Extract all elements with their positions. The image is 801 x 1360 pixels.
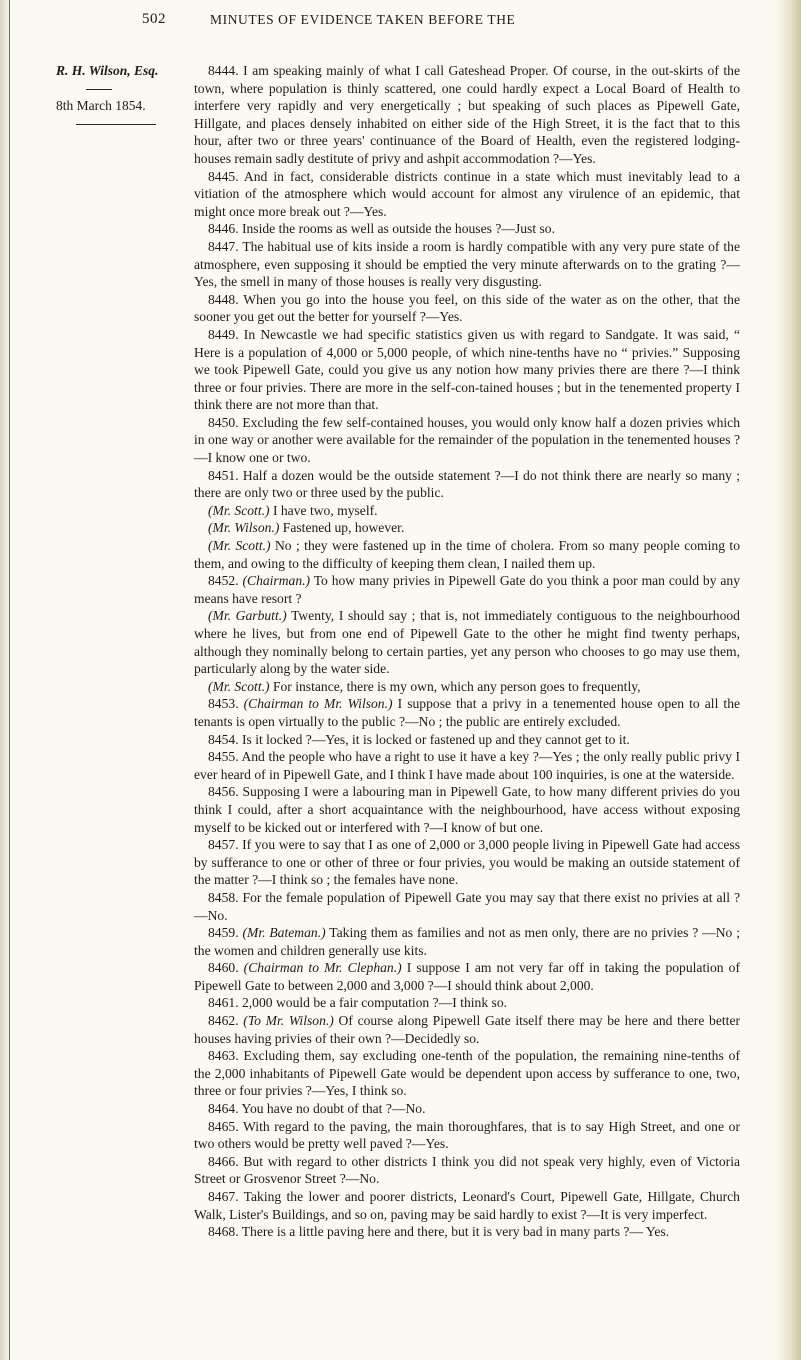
paragraph-text: Of course along Pipewell Gate itself there may be here and there better houses having privies of their own ?—Decidedly so.: [194, 1013, 741, 1046]
paragraph-text: Half a dozen would be the outside statement ?—I do not think there are nearly so many ; there are only two or three used by the public.: [194, 467, 740, 501]
question-number: 8449.: [208, 326, 244, 342]
witness-name: R. H. Wilson, Esq.: [56, 63, 159, 78]
hearing-date: 8th March 1854.: [56, 98, 146, 114]
sidenote: [56, 62, 176, 132]
speaker-label: (Mr. Wilson.): [208, 520, 280, 536]
testimony-paragraph: [194, 1012, 740, 1047]
testimony-paragraph: [194, 678, 740, 696]
testimony-paragraph: [194, 291, 740, 326]
paragraph-text: Inside the rooms as well as outside the houses ?—Just so.: [241, 221, 555, 237]
testimony-paragraph: [194, 502, 740, 520]
testimony-paragraph: [194, 924, 740, 959]
testimony-paragraph: [194, 220, 740, 238]
testimony-paragraph: [194, 1223, 740, 1241]
testimony-paragraph: [194, 959, 740, 994]
testimony-paragraph: [194, 607, 740, 677]
testimony-paragraph: [194, 62, 740, 168]
paragraph-text: If you were to say that I as one of 2,000 or 3,000 people living in Pipewell Gate had access by sufferance to one or other of three or four privies, you would be making an outside statement of the matter ?—I think so ; the females have none.: [194, 837, 740, 888]
testimony-paragraph: [194, 1188, 740, 1223]
testimony-paragraph: [194, 519, 740, 537]
question-number: 8455.: [208, 749, 242, 765]
testimony-paragraph: [194, 994, 740, 1012]
testimony-paragraph: [194, 238, 740, 291]
paragraph-text: For the female population of Pipewell Gate you may say that there exist no privies at all ?—No.: [194, 889, 741, 923]
speaker-label: (To Mr. Wilson.): [243, 1013, 334, 1029]
question-number: 8468.: [208, 1224, 242, 1240]
paragraph-text: I suppose that a privy in a tenemented house open to all the tenants is open virtually to the public ?—No ; the public are entirely excluded.: [194, 696, 741, 729]
date-rule: [56, 115, 176, 133]
speaker-label: (Chairman.): [242, 573, 311, 589]
paragraph-text: 2,000 would be a fair computation ?—I think so.: [241, 995, 508, 1011]
testimony-paragraph: [194, 467, 740, 502]
page-edge-shade: [775, 0, 801, 1360]
question-number: 8453.: [208, 696, 244, 712]
speaker-label: (Mr. Scott.): [208, 538, 271, 554]
paragraph-text: Taking the lower and poorer districts, Leonard's Court, Pipewell Gate, Hillgate, Church Walk, Lister's Buildings, and so on, paving may be said hardly to exist ?—It is very imperfect.: [194, 1189, 740, 1222]
question-number: 8450.: [208, 414, 243, 430]
question-number: 8461.: [208, 995, 242, 1011]
paragraph-text: Excluding them, say excluding one-tenth of the population, the remaining nine-tenths of the 2,000 inhabitants of Pipewell Gate would be dependent upon access by sufferance to one, two, three or four privies ?—Yes, I think so.: [194, 1048, 740, 1099]
paragraph-text: No ; they were fastened up in the time of cholera. From so many people coming to them, and owing to the difficulty of keeping them clean, I nailed them up.: [194, 538, 740, 571]
question-number: 8457.: [208, 837, 243, 853]
witness-rule: [56, 80, 176, 98]
speaker-label: (Chairman to Mr. Wilson.): [243, 696, 393, 712]
paragraph-text: Excluding the few self-contained houses, you would only know half a dozen privies which in one way or another were available for the remainder of the population in the tenemented houses ?—I know one or two.: [194, 414, 740, 466]
question-number: 8452.: [208, 573, 243, 589]
testimony-paragraph: [194, 326, 740, 414]
paragraph-text: And in fact, considerable districts continue in a state which must inevitably lead to a vitiation of the atmosphere which would account for almost any virulence of an epidemic, that might once more break out ?—Yes.: [194, 168, 741, 219]
page-header: [100, 11, 740, 31]
question-number: 8446.: [208, 221, 242, 237]
speaker-label: (Chairman to Mr. Clephan.): [243, 960, 402, 976]
paragraph-text: I suppose I am not very far off in taking the population of Pipewell Gate to between 2,000 and 3,000 ?—I should think about 2,000.: [194, 960, 741, 993]
testimony-paragraph: [194, 537, 740, 572]
paragraph-text: And the people who have a right to use it have a key ?—Yes ; the only really public privy I ever heard of in Pipewell Gate, and I think I have made about 100 inquiries, is one at the waterside.: [194, 749, 741, 782]
paragraph-text: Supposing I were a labouring man in Pipewell Gate, to how many different privies do you think I could, after a short acquaintance with the neighbourhood, have access without exposing myself to be kicked out or interfered with ?—I know of but one.: [194, 784, 740, 835]
speaker-label: (Mr. Scott.): [208, 678, 270, 694]
testimony-paragraph: [194, 1100, 740, 1118]
speaker-label: (Mr. Garbutt.): [208, 608, 287, 624]
testimony-paragraph: [194, 1118, 740, 1153]
question-number: 8448.: [208, 291, 244, 307]
speaker-label: (Mr. Scott.): [208, 502, 270, 518]
question-number: 8447.: [208, 238, 243, 254]
question-number: 8445.: [208, 168, 244, 184]
paragraph-text: Fastened up, however.: [282, 520, 405, 536]
paragraph-text: Twenty, I should say ; that is, not immediately contiguous to the neighbourhood where he lives, but from one end of Pipewell Gate to the other he might find twenty perhaps, although they nominally belong to certain parties, yet any person who chooses to go may use them, particularly along by the water side.: [194, 608, 740, 677]
testimony-paragraph: [194, 1153, 740, 1188]
paragraph-text: In Newcastle we had specific statistics given us with regard to Sandgate. It was said, “ Here is a population of 4,000 or 5,000 people, of which nine-tenths have no “ privies.” Supposing we took Pipewell Gate, could you give us any notion how many privies there are there ?—I think three or four privies. There are more in the self-con-tained houses ; but in the tenemented property I think there are not more than that.: [194, 326, 741, 413]
paragraph-text: Taking them as families and not as men only, there are no privies ? —No ; the women and children generally use kits.: [194, 925, 741, 958]
question-number: 8460.: [208, 960, 244, 976]
page-number: 502: [142, 11, 166, 27]
paragraph-text: I am speaking mainly of what I call Gateshead Proper. Of course, in the out-skirts of the town, where population is thinly scattered, one could hardly expect a Local Board of Health to interfere very rapidly and very energetically ; but speaking of such places as Pipewell Gate, Hillgate, and places densely inhabited on either side of the High Street, it is the fact that to this hour, after two or three years' continuance of the Board of Health, even the registered lodging-houses remain sadly destitute of privy and ashpit accommodation ?—Yes.: [194, 63, 740, 166]
minutes-text: [194, 62, 740, 1241]
paragraph-text: For instance, there is my own, which any person goes to frequently,: [272, 678, 641, 694]
question-number: 8444.: [208, 63, 244, 78]
running-head: MINUTES OF EVIDENCE TAKEN BEFORE THE: [210, 12, 516, 27]
question-number: 8465.: [208, 1118, 243, 1134]
paragraph-text: I have two, myself.: [272, 502, 378, 518]
testimony-paragraph: [194, 889, 740, 924]
question-number: 8456.: [208, 784, 243, 800]
question-number: 8459.: [208, 925, 243, 941]
testimony-paragraph: [194, 168, 740, 221]
question-number: 8458.: [208, 889, 243, 905]
testimony-paragraph: [194, 731, 740, 749]
testimony-paragraph: [194, 1047, 740, 1100]
paragraph-text: To how many privies in Pipewell Gate do you think a poor man could by any means have resort ?: [194, 573, 741, 606]
speaker-label: (Mr. Bateman.): [242, 925, 326, 941]
question-number: 8451.: [208, 467, 243, 483]
testimony-paragraph: [194, 783, 740, 836]
paragraph-text: When you go into the house you feel, on this side of the water as on the other, that the sooner you get out the better for yourself ?—Yes.: [194, 291, 740, 325]
question-number: 8464.: [208, 1101, 242, 1117]
paragraph-text: Is it locked ?—Yes, it is locked or fastened up and they cannot get to it.: [241, 731, 630, 747]
question-number: 8467.: [208, 1189, 244, 1204]
question-number: 8463.: [208, 1048, 244, 1064]
question-number: 8454.: [208, 731, 242, 747]
question-number: 8462.: [208, 1013, 244, 1029]
testimony-paragraph: [194, 572, 740, 607]
question-number: 8466.: [208, 1153, 244, 1169]
paragraph-text: But with regard to other districts I think you did not speak very highly, even of Victoria Street or Grosvenor Street ?—No.: [194, 1153, 741, 1187]
paragraph-text: The habitual use of kits inside a room is hardly compatible with any very pure state of the atmosphere, even supposing it should be emptied the very minute afterwards on to the grating ?—Yes, the smell in many of those houses is really very disgusting.: [194, 238, 740, 290]
testimony-paragraph: [194, 748, 740, 783]
paragraph-text: There is a little paving here and there, but it is very bad in many parts ?— Yes.: [241, 1224, 670, 1240]
paragraph-text: You have no doubt of that ?—No.: [241, 1101, 426, 1117]
testimony-paragraph: [194, 414, 740, 467]
testimony-paragraph: [194, 836, 740, 889]
paragraph-text: With regard to the paving, the main thoroughfares, that is to say High Street, and one or two others would be pretty well paved ?—Yes.: [194, 1118, 740, 1152]
binding-rule: [9, 0, 10, 1360]
testimony-paragraph: [194, 695, 740, 730]
